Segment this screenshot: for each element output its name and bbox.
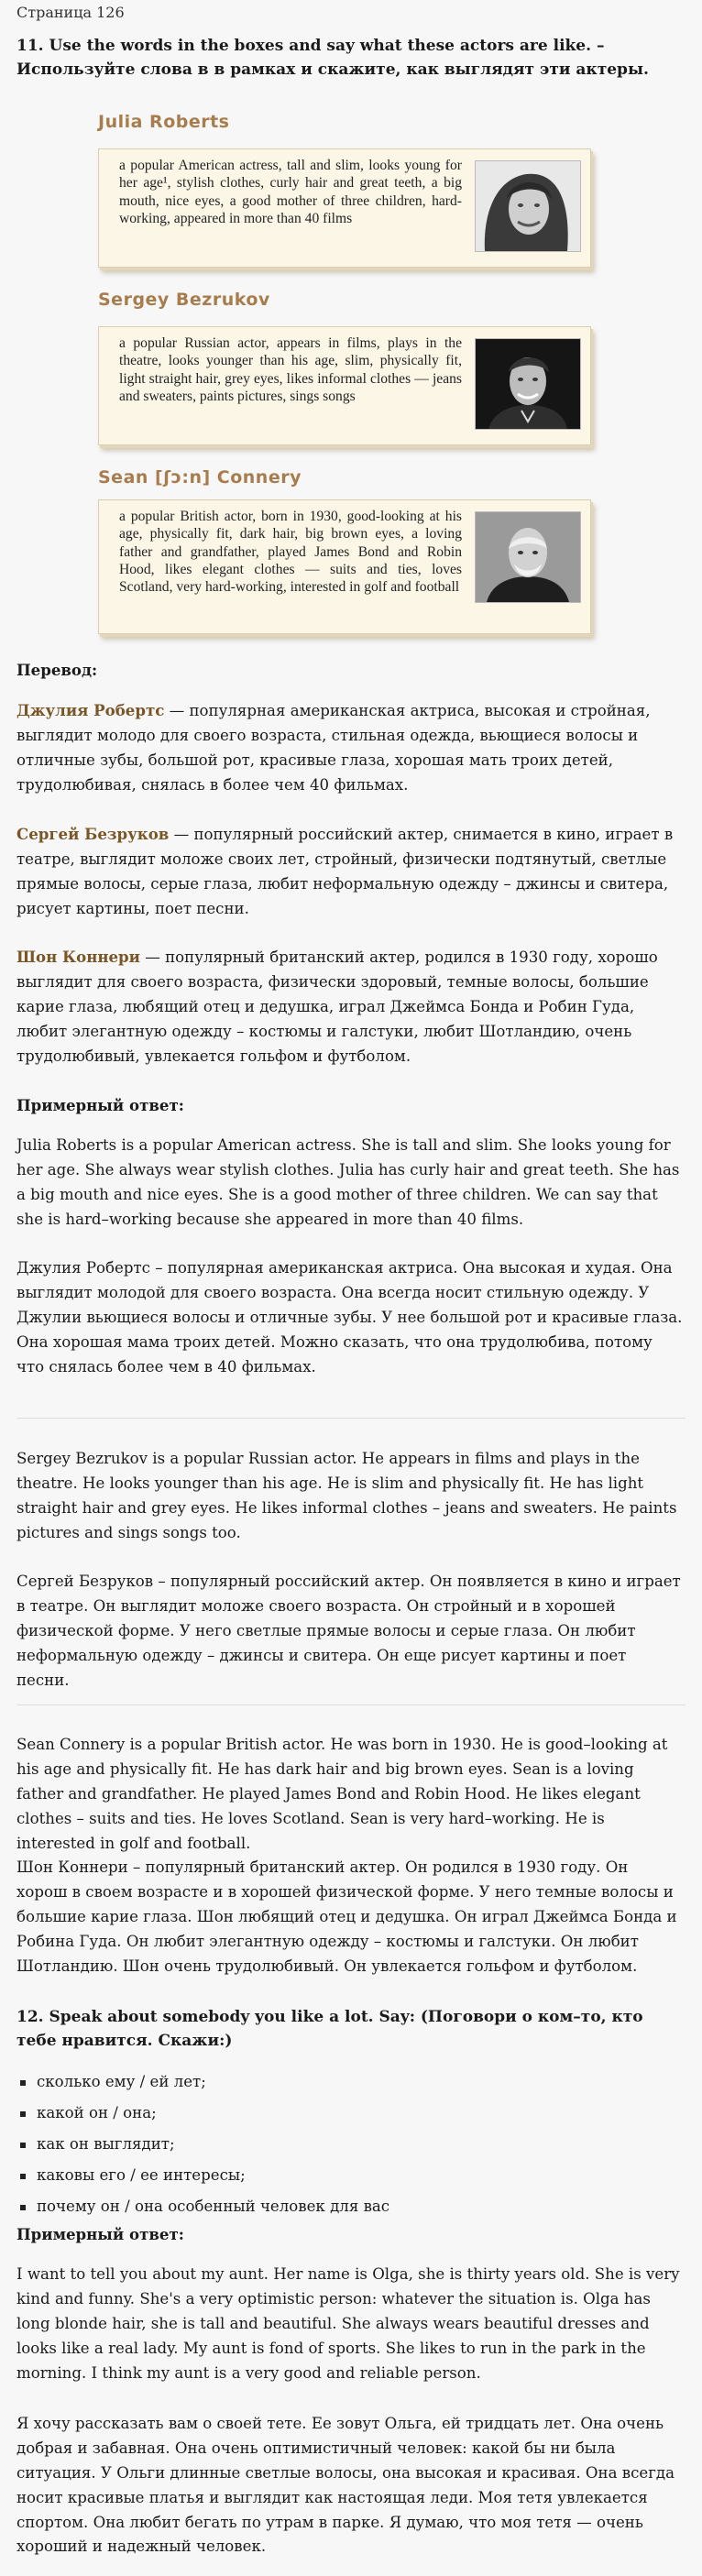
- actor-card-text: a popular Russian actor, appears in films, plays in the theatre, looks younger than his age, slim, physically fit, light straight hair, grey eyes, likes informal clothes — jeans and sweaters, paints pictures, sings songs: [119, 335, 462, 404]
- translation-sergey: [16, 822, 684, 922]
- divider: [16, 1418, 686, 1419]
- list-item: сколько ему / ей лет;: [16, 2070, 684, 2101]
- list-item: как он выглядит;: [16, 2132, 684, 2164]
- translation-name: Шон Коннери: [16, 948, 140, 966]
- task-12-sample-heading: Примерный ответ:: [16, 2225, 184, 2243]
- actor-name-sean-connery: Sean [ʃɔ:n] Connery: [98, 467, 302, 488]
- actor-name-sergey-bezrukov: Sergey Bezrukov: [98, 290, 270, 310]
- page-number-label: Страница 126: [16, 4, 125, 21]
- translation-name: Сергей Безруков: [16, 825, 170, 843]
- translation-sean: [16, 945, 684, 1069]
- sergey-answer-en: Sergey Bezrukov is a popular Russian actor. He appears in films and plays in the theatre. He looks younger than his age. He is slim and physically fit. He has light straight hair and grey eyes. He likes informal clothes – jeans and sweaters. He paints pictures and sings songs too.: [16, 1450, 677, 1541]
- sean-connery-photo: [475, 511, 581, 603]
- sergey-answer-ru: Сергей Безруков – популярный российский актер. Он появляется в кино и играет в театре. Он выглядит моложе своего возраста. Он стройный и в хорошей физической форме. У него светлые прямые волосы и серые глаза. Он любит неформальную одежду – джинсы и свитера. Он еще рисует картины и поет песни.: [16, 1573, 681, 1689]
- list-item: почему он / она особенный человек для вас: [16, 2195, 684, 2226]
- sean-answer-ru: Шон Коннери – популярный британский актер. Он родился в 1930 году. Он хорош в своем возрасте и в хорошей физической форме. У него темные волосы и большие карие глаза. Шон любящий отец и дедушка. Он играл Джеймса Бонда и Робина Гуда. Он любит элегантную одежду – костюмы и галстуки. Он любит Шотландию. Шон очень трудолюбивый. Он увлекается гольфом и футболом.: [16, 1858, 677, 1975]
- list-item: какой он / она;: [16, 2101, 684, 2132]
- aunt-answer-en: I want to tell you about my aunt. Her name is Olga, she is thirty years old. She is very kind and funny. She's a very optimistic person: whatever the situation is. Olga has long blonde hair, she is tall and beautiful. She always wears beautiful dresses and looks like a real lady. My aunt is fond of sports. She likes to run in the park in the morning. I think my aunt is a very good and reliable person.: [16, 2265, 680, 2382]
- task-12-title: 12. Speak about somebody you like a lot. Say: (Поговори о ком–то, кто тебе нравится. Скажи:): [16, 2008, 643, 2050]
- translation-heading: Перевод:: [16, 661, 98, 679]
- task-12-bullet-list: [16, 2070, 684, 2226]
- julia-answer-en: Julia Roberts is a popular American actress. She is tall and slim. She looks young for her age. She always wear stylish clothes. Julia has curly hair and great teeth. She has a big mouth and nice eyes. She is a good mother of three children. We can say that she is hard–working because she appeared in more than 40 films.: [16, 1136, 680, 1228]
- list-item: каковы его / ее интересы;: [16, 2164, 684, 2195]
- actor-name-julia-roberts: Julia Roberts: [98, 112, 230, 132]
- sergey-bezrukov-photo: [475, 338, 581, 430]
- task-11-title: 11. Use the words in the boxes and say what these actors are like. – Используйте слова в в рамках и скажите, как выглядят эти актеры.: [16, 37, 649, 79]
- actor-card-sergey-bezrukov: [98, 326, 591, 445]
- translation-text: — популярная американская актриса, высокая и стройная, выглядит молодо для своего возраста, стильная одежда, вьющиеся волосы и отличные зубы, большой рот, красивые глаза, хорошая мать троих детей, трудолюбивая, снялась в более чем 40 фильмах.: [16, 702, 651, 794]
- sean-answer-en: Sean Connery is a popular British actor. He was born in 1930. He is good–looking at his age and physically fit. He has dark hair and big brown eyes. Sean is a loving father and grandfather. He played James Bond and Robin Hood. He likes elegant clothes – suits and ties. He loves Scotland. Sean is very hard–working. He is interested in golf and football.: [16, 1736, 668, 1852]
- sample-answer-heading: Примерный ответ:: [16, 1096, 184, 1114]
- julia-roberts-photo: [475, 160, 581, 252]
- translation-name: Джулия Робертс: [16, 701, 165, 719]
- julia-answer-ru: Джулия Робертс – популярная американская актриса. Она высокая и худая. Она выглядит молодой для своего возраста. Она всегда носит стильную одежду. У Джулии вьющиеся волосы и отличные зубы. У нее большой рот и красивые глаза. Она хорошая мама троих детей. Можно сказать, что она трудолюбива, потому что снялась более чем в 40 фильмах.: [16, 1259, 683, 1376]
- actor-card-julia-roberts: [98, 148, 591, 268]
- translation-text: — популярный российский актер, снимается в кино, играет в театре, выглядит моложе своих лет, стройный, физически подтянутый, светлые прямые волосы, серые глаза, любит неформальную одежду – джинсы и свитера, рисует картины, поет песни.: [16, 826, 674, 917]
- actor-card-text: a popular British actor, born in 1930, good-looking at his age, physically fit, dark hair, big brown eyes, a loving father and grandfather, played James Bond and Robin Hood, likes elegant clothes — suits and ties, loves Scotland, very hard-working, interested in golf and football: [119, 509, 462, 596]
- translation-julia: [16, 698, 684, 798]
- aunt-answer-ru: Я хочу рассказать вам о своей тете. Ее зовут Ольга, ей тридцать лет. Она очень добрая и забавная. Она очень оптимистичный человек: какой бы ни была ситуация. У Ольги длинные светлые волосы, она высокая и красивая. Она всегда носит красивые платья и выглядит как настоящая леди. Моя тетя увлекается спортом. Она любит бегать по утрам в парке. Я думаю, что моя тетя — очень хороший и надежный человек.: [16, 2415, 675, 2556]
- actor-card-text: a popular American actress, tall and slim, looks young for her age¹, stylish clothes, curly hair and great teeth, a big mouth, nice eyes, a good mother of three children, hard-working, appeared in more than 40 films: [119, 158, 462, 226]
- actor-card-sean-connery: [98, 499, 591, 634]
- translation-text: — популярный британский актер, родился в 1930 году, хорошо выглядит для своего возраста, физически здоровый, темные волосы, большие карие глаза, любящий отец и дедушка, играл Джеймса Бонда и Робин Гуда, любит элегантную одежду – костюмы и галстуки, любит Шотландию, очень трудолюбивый, увлекается гольфом и футболом.: [16, 948, 658, 1065]
